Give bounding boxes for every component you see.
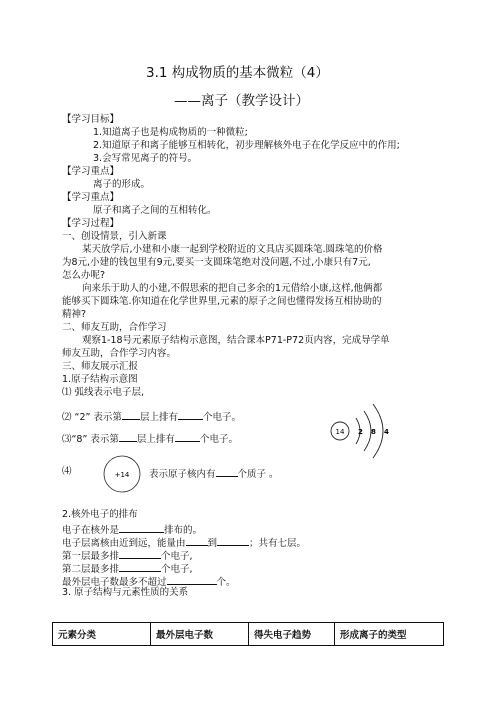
question-1: ⑴ 弧线表示电子层, (62, 387, 145, 398)
step-1: 一、创设情景，引入新课 (62, 231, 167, 242)
table-header-cell: 元素分类 (53, 623, 151, 646)
atom-structure-diagram (300, 386, 440, 476)
q4-text-a: 表示原子核内有 (149, 469, 216, 480)
task-line-1: 观察1-18号元素原子结构示意图，结合课本P71-P72页内容，完成导学单 (82, 335, 390, 346)
q3-text-b: 层上排有 (136, 434, 175, 445)
table-header-row (53, 623, 444, 646)
story-line-1: 某天放学后,小建和小康一起到学校附近的文具店买圆珠笔.圆珠笔的价格 (82, 244, 383, 255)
subsection-2: 2.核外电子的排布 (62, 509, 138, 520)
e2-text-b: 到 (207, 538, 218, 549)
e2-blank-from[interactable] (186, 535, 208, 546)
subsection-3: 3. 原子结构与元素性质的关系 (62, 587, 189, 598)
story-line-6: 精神? (62, 309, 87, 320)
shell-label-3: 4 (384, 428, 389, 436)
goal-2: 2.知道原子和离子能够互相转化，初步理解核外电子在化学反应中的作用; (93, 140, 400, 151)
story-line-2: 为8元,小建的钱包里有9元,要买一支圆珠笔绝对没问题,不过,小康只有7元, (62, 257, 371, 268)
step-2: 二、师友互助，合作学习 (62, 322, 167, 333)
story-line-3: 怎么办呢? (62, 270, 106, 281)
q2-blank-layer[interactable] (122, 409, 140, 420)
subsection-1: 1.原子结构示意图 (62, 374, 138, 385)
q3-text-a: ⑶“8” 表示第 (62, 434, 119, 445)
element-property-table (52, 622, 444, 646)
atom-nucleus-label: 14 (335, 428, 345, 436)
shell-label-2: 8 (371, 428, 376, 436)
e5-text-a: 最外层电子数最多不超过 (62, 577, 167, 588)
page-title: 3.1 构成物质的基本微粒（4） (146, 65, 329, 81)
question-4-label: ⑷ (62, 466, 72, 477)
question-2 (62, 409, 241, 424)
q3-blank-layer[interactable] (119, 431, 137, 442)
e2-blank-to[interactable] (217, 535, 249, 546)
goals-header: 【学习目标】 (62, 114, 120, 125)
nucleus-charge-label: +14 (114, 471, 130, 479)
e4-blank[interactable] (119, 561, 161, 572)
table-header-cell: 形成离子的类型 (335, 623, 444, 646)
q3-blank-count[interactable] (175, 431, 200, 442)
e3-text-a: 第一层最多排 (62, 551, 120, 562)
goal-1: 1.知道离子也是构成物质的一种微粒; (93, 127, 248, 138)
q2-text-c: 个电子。 (202, 412, 241, 423)
e3-text-b: 个电子, (161, 551, 193, 562)
process-header: 【学习过程】 (62, 218, 120, 229)
key-text: 离子的形成。 (93, 179, 151, 190)
story-line-4: 向来乐于助人的小建,不假思索的把自己多余的1元借给小康,这样,他俩都 (82, 283, 383, 294)
question-3 (62, 431, 238, 446)
e4-text-b: 个电子, (161, 564, 193, 575)
e4-text-a: 第二层最多排 (62, 564, 120, 575)
e1-text-a: 电子在核外是 (62, 525, 120, 536)
q2-text-a: ⑵ “2” 表示第 (62, 412, 122, 423)
shell-arc-2 (364, 411, 371, 451)
nucleus-circle-diagram (100, 454, 144, 494)
key-header: 【学习重点】 (62, 166, 120, 177)
q2-blank-count[interactable] (178, 409, 203, 420)
task-line-2: 师友互助，合作学习内容。 (62, 348, 177, 359)
page-subtitle: ——离子（教学设计） (174, 93, 309, 109)
e5-blank[interactable] (167, 574, 217, 585)
table-header-cell: 得失电子趋势 (249, 623, 335, 646)
e5-text-b: 个。 (216, 577, 236, 588)
e1-blank[interactable] (119, 522, 164, 533)
e2-text-c: ；共有七层。 (249, 538, 307, 549)
q4-text-b: 个质子 。 (237, 469, 279, 480)
question-4 (149, 466, 279, 481)
story-line-5: 能够买下圆珠笔.你知道在化学世界里,元素的原子之间也懂得发扬互相协助的 (62, 296, 382, 307)
table-header-cell: 最外层电子数 (151, 623, 249, 646)
key2-header: 【学习重点】 (62, 192, 120, 203)
e1-text-b: 排布的。 (164, 525, 203, 536)
q2-text-b: 层上排有 (139, 412, 178, 423)
step-3: 三、师友展示汇报 (62, 361, 139, 372)
shell-label-1: 2 (358, 428, 363, 436)
q4-blank-protons[interactable] (216, 466, 238, 477)
e2-text-a: 电子层离核由近到远，能量由 (62, 538, 186, 549)
key2-text: 原子和离子之间的互相转化。 (93, 205, 217, 216)
q3-text-c: 个电子。 (199, 434, 238, 445)
goal-3: 3.会写常见离子的符号。 (93, 153, 198, 164)
e3-blank[interactable] (119, 548, 161, 559)
